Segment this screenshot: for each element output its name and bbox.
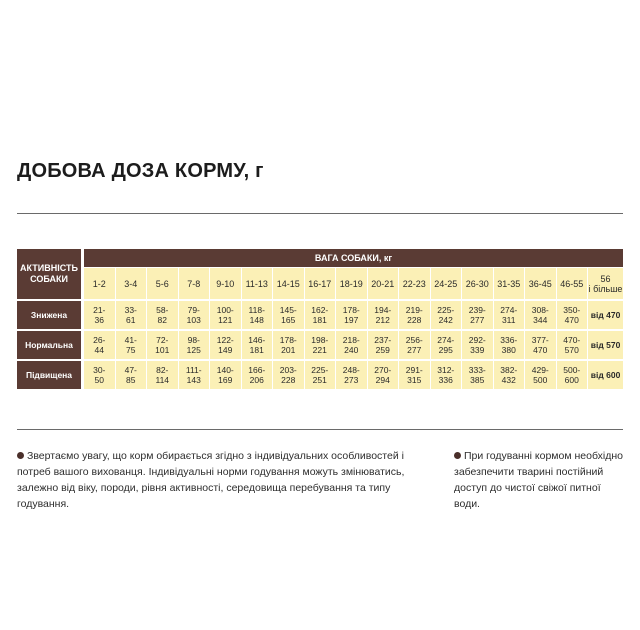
table-cell: 26- 44 xyxy=(84,331,115,359)
weight-column-header: 56 і більше xyxy=(588,268,623,299)
table-cell: 198- 221 xyxy=(305,331,336,359)
table-cell: 178- 201 xyxy=(273,331,304,359)
table-cell: 145- 165 xyxy=(273,301,304,329)
activity-label: Знижена xyxy=(17,301,81,329)
table-cell: 203- 228 xyxy=(273,361,304,389)
table-body xyxy=(17,301,623,391)
weight-column-header: 26-30 xyxy=(462,268,493,299)
table-cell: 82- 114 xyxy=(147,361,178,389)
table-cell: 122- 149 xyxy=(210,331,241,359)
table-cell: 291- 315 xyxy=(399,361,430,389)
row-cells xyxy=(84,331,623,359)
table-cell: 292- 339 xyxy=(462,331,493,359)
weight-column-header: 14-15 xyxy=(273,268,304,299)
table-cell: 162- 181 xyxy=(305,301,336,329)
table-cell: 79- 103 xyxy=(179,301,210,329)
table-cell: 429- 500 xyxy=(525,361,556,389)
bottom-divider xyxy=(17,429,623,430)
note-left-text: Звертаємо увагу, що корм обирається згідно з індивідуальних особливостей і потреб вашого вихованця. Індивідуальні норми годування можуть змінюватись, залежно від віку, породи, рівня активності, середовища перебування та типу годування. xyxy=(17,450,405,510)
table-cell: 166- 206 xyxy=(242,361,273,389)
table-cell: 33- 61 xyxy=(116,301,147,329)
table-cell: 225- 242 xyxy=(431,301,462,329)
table-cell: 111- 143 xyxy=(179,361,210,389)
table-cell: 312- 336 xyxy=(431,361,462,389)
top-divider xyxy=(17,213,623,214)
table-cell: 237- 259 xyxy=(368,331,399,359)
weight-column-header: 20-21 xyxy=(368,268,399,299)
table-cell: 58- 82 xyxy=(147,301,178,329)
activity-label: Підвищена xyxy=(17,361,81,389)
page-title: ДОБОВА ДОЗА КОРМУ, г xyxy=(17,160,264,182)
table-row xyxy=(17,301,623,329)
table-cell: 270- 294 xyxy=(368,361,399,389)
table-cell: 308- 344 xyxy=(525,301,556,329)
weight-header-row xyxy=(84,268,623,299)
weight-column-header: 36-45 xyxy=(525,268,556,299)
weight-column-header: 1-2 xyxy=(84,268,115,299)
table-cell: 47- 85 xyxy=(116,361,147,389)
table-cell: від 570 xyxy=(588,331,623,359)
bullet-icon xyxy=(17,452,24,459)
note-left xyxy=(17,448,412,512)
table-cell: 333- 385 xyxy=(462,361,493,389)
table-cell: 72- 101 xyxy=(147,331,178,359)
weight-column-header: 3-4 xyxy=(116,268,147,299)
table-cell: 118- 148 xyxy=(242,301,273,329)
table-cell: 218- 240 xyxy=(336,331,367,359)
weight-column-header: 7-8 xyxy=(179,268,210,299)
table-cell: 194- 212 xyxy=(368,301,399,329)
table-cell: 98- 125 xyxy=(179,331,210,359)
table-cell: 219- 228 xyxy=(399,301,430,329)
table-cell: 336- 380 xyxy=(494,331,525,359)
weight-column-header: 16-17 xyxy=(305,268,336,299)
table-cell: 100- 121 xyxy=(210,301,241,329)
table-cell: 470- 570 xyxy=(557,331,588,359)
table-cell: 30- 50 xyxy=(84,361,115,389)
table-cell: від 600 xyxy=(588,361,623,389)
weight-column-header: 18-19 xyxy=(336,268,367,299)
table-cell: 239- 277 xyxy=(462,301,493,329)
weight-column-header: 46-55 xyxy=(557,268,588,299)
weight-column-header: 31-35 xyxy=(494,268,525,299)
activity-label: Нормальна xyxy=(17,331,81,359)
table-cell: 274- 311 xyxy=(494,301,525,329)
row-cells xyxy=(84,301,623,329)
weight-column-header: 24-25 xyxy=(431,268,462,299)
table-cell: 256- 277 xyxy=(399,331,430,359)
table-row xyxy=(17,361,623,389)
table-cell: 140- 169 xyxy=(210,361,241,389)
table-cell: 146- 181 xyxy=(242,331,273,359)
weight-column-header: 5-6 xyxy=(147,268,178,299)
table-cell: 377- 470 xyxy=(525,331,556,359)
table-cell: 500- 600 xyxy=(557,361,588,389)
weight-column-header: 11-13 xyxy=(242,268,273,299)
table-cell: 21- 36 xyxy=(84,301,115,329)
weight-column-header: 22-23 xyxy=(399,268,430,299)
table-cell: 350- 470 xyxy=(557,301,588,329)
note-right-text: При годуванні кормом необхідно забезпечити тварині постійний доступ до чистої свіжої питної води. xyxy=(454,450,623,510)
row-cells xyxy=(84,361,623,389)
table-cell: від 470 xyxy=(588,301,623,329)
table-cell: 274- 295 xyxy=(431,331,462,359)
note-right xyxy=(454,448,626,512)
feeding-table xyxy=(17,249,623,389)
table-cell: 178- 197 xyxy=(336,301,367,329)
table-row xyxy=(17,331,623,359)
table-cell: 248- 273 xyxy=(336,361,367,389)
weight-header: ВАГА СОБАКИ, кг xyxy=(84,249,623,267)
table-cell: 225- 251 xyxy=(305,361,336,389)
table-cell: 382- 432 xyxy=(494,361,525,389)
weight-column-header: 9-10 xyxy=(210,268,241,299)
activity-header: АКТИВНІСТЬ СОБАКИ xyxy=(17,249,81,299)
table-cell: 41- 75 xyxy=(116,331,147,359)
bullet-icon xyxy=(454,452,461,459)
